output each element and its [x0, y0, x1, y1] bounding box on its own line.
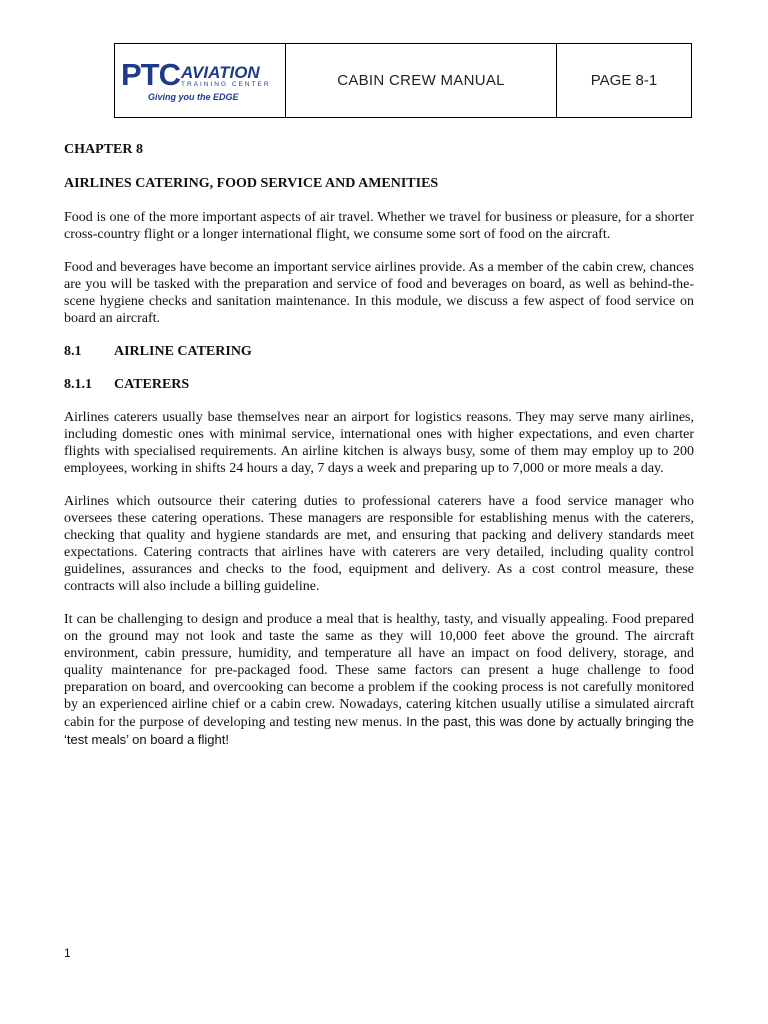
- paragraph-5: [64, 611, 694, 749]
- page-label: PAGE 8-1: [590, 72, 658, 89]
- header-title-cell: [286, 44, 557, 117]
- section-number: 8.1.1: [64, 377, 92, 392]
- header-page-cell: [557, 44, 691, 117]
- chapter-label: CHAPTER 8: [64, 142, 143, 157]
- logo-aviation-text: AVIATION: [181, 63, 260, 82]
- section-title: CATERERS: [114, 377, 190, 392]
- paragraph-1: Food is one of the more important aspects of air travel. Whether we travel for business or pleasure, for a shorter cross-country flight or a longer international flight, we consume some sort of food on the aircraft.: [64, 210, 694, 242]
- paragraph-5-main: It can be challenging to design and produce a meal that is healthy, tasty, and visually appealing. Food prepared on the ground may not look and taste the same as they will 10,000 feet above the ground. The aircraft environment, cabin pressure, humidity, and temperature all have an impact on food delivery, storage, and quality maintenance for pre-packaged food. These same factors can present a huge challenge to food preparation on board, and overcooking can become a problem if the cooking process is not carefully monitored by an experienced airline chief or a cabin crew. Nowadays, catering kitchen usually utilise a simulated aircraft cabin for the purpose of developing and testing new menus: [64, 612, 694, 730]
- section-heading-8-1: [64, 343, 694, 360]
- document-body: [64, 141, 694, 765]
- section-title: AIRLINE CATERING: [114, 344, 252, 359]
- logo: [115, 44, 286, 117]
- paragraph-2: Food and beverages have become an important service airlines provide. As a member of the cabin crew, chances are you will be tasked with the preparation and service of food and beverages on board, as well as behind-the-scene hygiene checks and sanitation maintenance. In this module, we discuss a few aspect of food service on board an aircraft.: [64, 260, 694, 326]
- paragraph-4: Airlines which outsource their catering duties to professional caterers have a food service manager who oversees these catering operations. These managers are responsible for establishing menus with the caterers, checking that quality and hygiene standards are met, and ensuring that packing and delivery standards meet expectations. Catering contracts that airlines have with caterers are very detailed, including quality control guidelines, assurances and checks to the food, equipment and delivery. As a cost control measure, these contracts will also include a billing guideline.: [64, 494, 694, 594]
- logo-tagline: Giving you the EDGE: [148, 92, 239, 102]
- footer-page-number: 1: [64, 946, 71, 960]
- manual-title: CABIN CREW MANUAL: [337, 72, 505, 89]
- chapter-heading: AIRLINES CATERING, FOOD SERVICE AND AMENITIES: [64, 176, 439, 191]
- section-heading-8-1-1: [64, 376, 694, 393]
- paragraph-3: Airlines caterers usually base themselves near an airport for logistics reasons. They may serve many airlines, including domestic ones with minimal service, international ones with higher expectations, and even charter flights with specialised requirements. An airline kitchen is always busy, some of them may employ up to 200 employees, working in shifts 24 hours a day, 7 days a week and preparing up to 7,000 or more meals a day.: [64, 410, 694, 476]
- logo-mark: [121, 59, 271, 90]
- section-number: 8.1: [64, 344, 82, 359]
- paragraph-5-tail: . In the past, this was done by actually bringing the ‘test meals’ on board a flight!: [64, 714, 695, 747]
- header-table: [114, 43, 692, 118]
- logo-training-text: TRAINING CENTER: [181, 81, 271, 88]
- logo-right: [181, 65, 271, 88]
- logo-ptc-text: PTC: [121, 57, 180, 92]
